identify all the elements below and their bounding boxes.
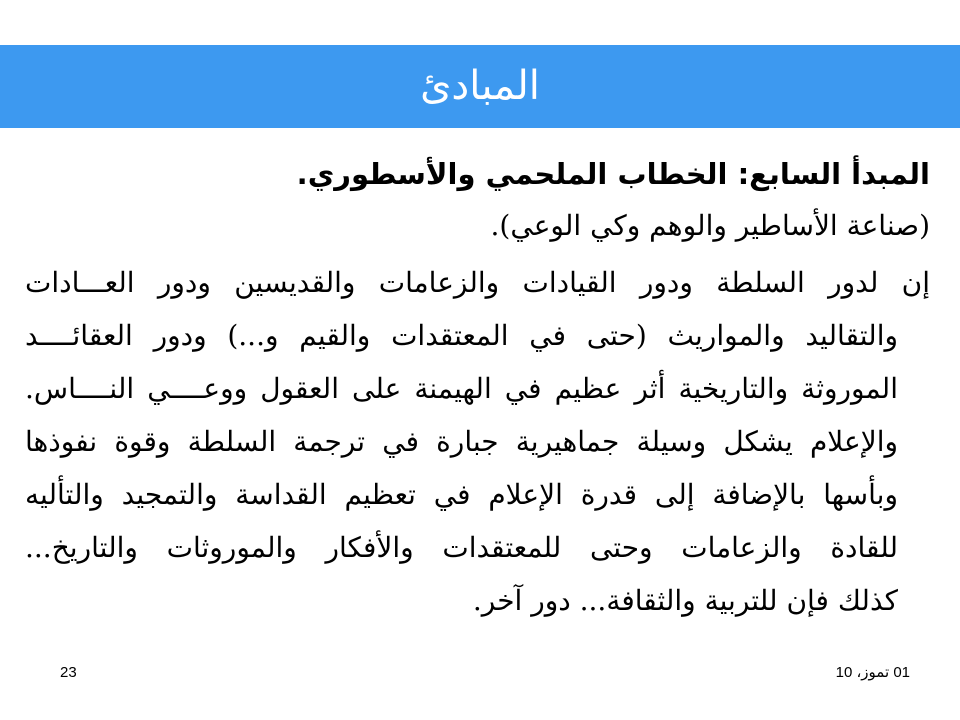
slide-title: المبادئ [420, 63, 540, 109]
paragraph-line: الموروثة والتاريخية أثر عظيم في الهيمنة على العقول ووعــــي النــــاس. [25, 372, 898, 405]
footer-date: 01 تموز، 10 [835, 664, 910, 681]
principle-paragraph [25, 256, 930, 627]
title-bar [0, 45, 960, 128]
paragraph-line: كذلك فإن للتربية والثقافة... دور آخر. [472, 584, 898, 617]
slide-body [25, 140, 930, 627]
paragraph-line: إن لدور السلطة ودور القيادات والزعامات والقديسين ودور العـــادات [25, 266, 930, 299]
paragraph-line: والإعلام يشكل وسيلة جماهيرية جبارة في ترجمة السلطة وقوة نفوذها [25, 425, 898, 458]
principle-heading: المبدأ السابع: الخطاب الملحمي والأسطوري. [296, 157, 930, 191]
paragraph-line: وبأسها بالإضافة إلى قدرة الإعلام في تعظيم القداسة والتمجيد والتأليه [25, 478, 898, 511]
principle-subheading: (صناعة الأساطير والوهم وكي الوعي). [490, 209, 930, 242]
page-number: 23 [60, 664, 77, 681]
paragraph-line: والتقاليد والمواريث (حتى في المعتقدات والقيم و...) ودور العقائــــد [25, 319, 898, 352]
paragraph-line: للقادة والزعامات وحتى للمعتقدات والأفكار والموروثات والتاريخ... [25, 531, 898, 564]
